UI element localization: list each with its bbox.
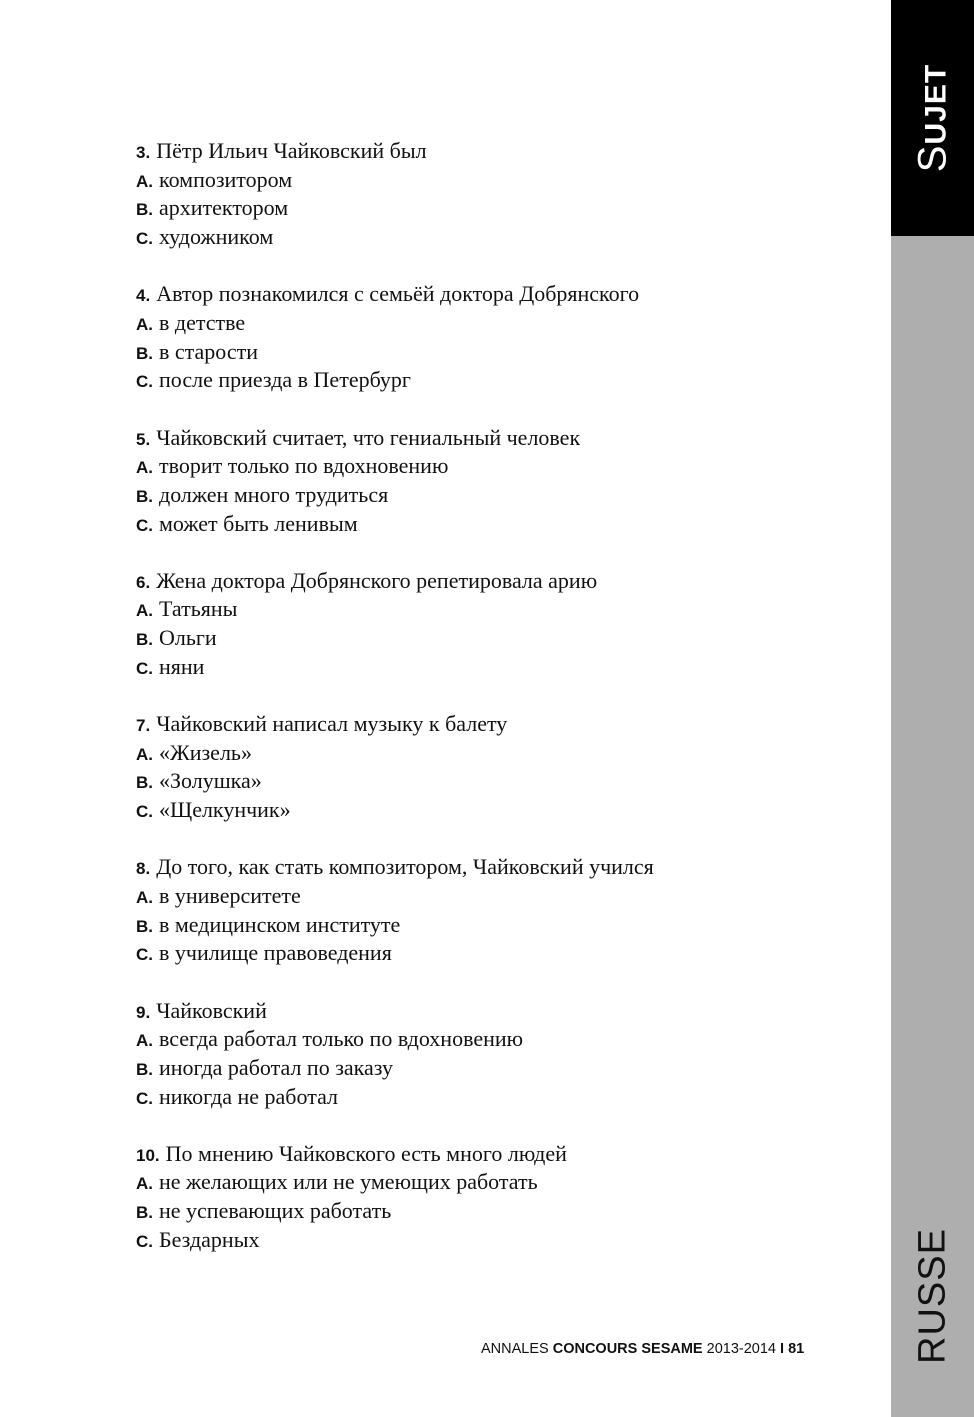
answer-option bbox=[136, 796, 856, 825]
option-text: всегда работал только по вдохновению bbox=[159, 1026, 524, 1052]
option-text: Татьяны bbox=[159, 596, 238, 622]
option-letter: C. bbox=[136, 372, 153, 392]
answer-option bbox=[136, 338, 856, 367]
option-letter: C. bbox=[136, 945, 153, 965]
question-text: До того, как стать композитором, Чайковский учился bbox=[156, 854, 654, 880]
question-number: 8. bbox=[136, 859, 151, 879]
option-letter: A. bbox=[136, 458, 153, 478]
option-text: иногда работал по заказу bbox=[159, 1054, 393, 1080]
answer-option bbox=[136, 223, 856, 252]
option-text: Ольги bbox=[159, 625, 217, 651]
option-letter: A. bbox=[136, 601, 153, 621]
question-block bbox=[136, 853, 856, 968]
answer-option bbox=[136, 767, 856, 796]
option-letter: C. bbox=[136, 1088, 153, 1108]
option-text: «Щелкунчик» bbox=[159, 797, 291, 823]
side-band bbox=[891, 0, 974, 1417]
question-line bbox=[136, 567, 856, 596]
answer-option bbox=[136, 366, 856, 395]
section-tab bbox=[891, 0, 974, 236]
question-number: 5. bbox=[136, 429, 151, 449]
answer-option bbox=[136, 1168, 856, 1197]
answer-option bbox=[136, 911, 856, 940]
page-footer bbox=[481, 1341, 804, 1357]
footer-prefix: ANNALES bbox=[481, 1341, 549, 1357]
question-text: Чайковский написал музыку к балету bbox=[156, 711, 508, 736]
question-line bbox=[136, 424, 856, 453]
question-block bbox=[136, 1140, 856, 1255]
question-line bbox=[136, 137, 856, 166]
answer-option bbox=[136, 309, 856, 338]
option-text: композитором bbox=[159, 166, 293, 192]
question-line bbox=[136, 853, 856, 882]
option-text: няни bbox=[159, 653, 205, 679]
answer-option bbox=[136, 510, 856, 539]
question-line bbox=[136, 280, 856, 309]
question-text: Пётр Ильич Чайковский был bbox=[156, 138, 427, 163]
option-letter: B. bbox=[136, 1059, 153, 1079]
option-text: после приезда в Петербург bbox=[159, 367, 411, 393]
footer-years: 2013-2014 bbox=[706, 1341, 776, 1357]
answer-option bbox=[136, 653, 856, 682]
answer-option bbox=[136, 452, 856, 481]
question-text: По мнению Чайковского есть много людей bbox=[165, 1140, 567, 1166]
question-number: 10. bbox=[136, 1145, 160, 1165]
option-text: художником bbox=[159, 224, 274, 250]
question-line bbox=[136, 997, 856, 1026]
answer-option bbox=[136, 882, 856, 911]
option-letter: C. bbox=[136, 229, 153, 249]
answer-option bbox=[136, 194, 856, 223]
option-text: не успевающих работать bbox=[159, 1198, 392, 1224]
answer-option bbox=[136, 739, 856, 768]
option-text: не желающих или не умеющих работать bbox=[159, 1169, 538, 1195]
option-text: может быть ленивым bbox=[159, 510, 358, 536]
question-number: 3. bbox=[136, 143, 151, 162]
answer-option bbox=[136, 1083, 856, 1112]
question-number: 9. bbox=[136, 1002, 151, 1022]
option-text: творит только по вдохновению bbox=[159, 453, 449, 479]
option-text: «Золушка» bbox=[159, 768, 262, 794]
answer-option bbox=[136, 1025, 856, 1054]
question-text: Чайковский bbox=[156, 997, 267, 1023]
option-letter: C. bbox=[136, 515, 153, 535]
option-text: в училище правоведения bbox=[159, 940, 392, 966]
answer-option bbox=[136, 166, 856, 195]
answer-option bbox=[136, 1197, 856, 1226]
question-block bbox=[136, 997, 856, 1112]
answer-option bbox=[136, 624, 856, 653]
option-letter: A. bbox=[136, 887, 153, 907]
footer-brand: CONCOURS SESAME bbox=[552, 1341, 703, 1357]
option-letter: A. bbox=[136, 1174, 153, 1194]
section-tab-rest: UJET bbox=[919, 63, 952, 145]
question-text: Чайковский считает, что гениальный человек bbox=[156, 424, 581, 450]
option-text: архитектором bbox=[159, 195, 289, 221]
option-text: никогда не работал bbox=[159, 1083, 339, 1109]
option-text: «Жизель» bbox=[159, 739, 252, 765]
subject-label: RUSSE bbox=[911, 1228, 953, 1364]
question-line bbox=[136, 1140, 856, 1169]
question-text: Жена доктора Добрянского репетировала арию bbox=[156, 567, 598, 593]
footer-separator: I bbox=[780, 1341, 785, 1357]
question-block bbox=[136, 137, 856, 252]
answer-option bbox=[136, 481, 856, 510]
option-letter: A. bbox=[136, 171, 153, 191]
answer-option bbox=[136, 939, 856, 968]
option-text: Бездарных bbox=[159, 1226, 260, 1252]
question-block bbox=[136, 567, 856, 682]
option-text: в университете bbox=[159, 882, 301, 908]
option-letter: A. bbox=[136, 744, 153, 764]
answer-option bbox=[136, 1226, 856, 1255]
question-number: 6. bbox=[136, 572, 151, 592]
option-letter: B. bbox=[136, 486, 153, 506]
question-block bbox=[136, 710, 856, 825]
option-letter: B. bbox=[136, 630, 153, 650]
option-letter: C. bbox=[136, 658, 153, 678]
section-tab-label bbox=[910, 64, 955, 172]
option-text: должен много трудиться bbox=[159, 481, 389, 507]
option-letter: B. bbox=[136, 916, 153, 936]
option-text: в медицинском институте bbox=[159, 911, 401, 937]
question-list bbox=[136, 137, 856, 1283]
page-number: 81 bbox=[788, 1341, 805, 1357]
question-line bbox=[136, 710, 856, 739]
option-letter: B. bbox=[136, 1203, 153, 1223]
answer-option bbox=[136, 595, 856, 624]
section-tab-cap: S bbox=[910, 144, 954, 173]
question-number: 7. bbox=[136, 716, 151, 735]
question-block bbox=[136, 280, 856, 395]
option-letter: B. bbox=[136, 200, 153, 220]
question-block bbox=[136, 424, 856, 539]
option-letter: C. bbox=[136, 1231, 153, 1251]
question-text: Автор познакомился с семьёй доктора Добрянского bbox=[156, 281, 640, 307]
option-text: в детстве bbox=[159, 309, 246, 335]
option-text: в старости bbox=[159, 338, 258, 364]
option-letter: A. bbox=[136, 314, 153, 334]
option-letter: B. bbox=[136, 343, 153, 363]
option-letter: B. bbox=[136, 773, 153, 793]
question-number: 4. bbox=[136, 286, 151, 306]
answer-option bbox=[136, 1054, 856, 1083]
option-letter: A. bbox=[136, 1031, 153, 1051]
option-letter: C. bbox=[136, 802, 153, 822]
